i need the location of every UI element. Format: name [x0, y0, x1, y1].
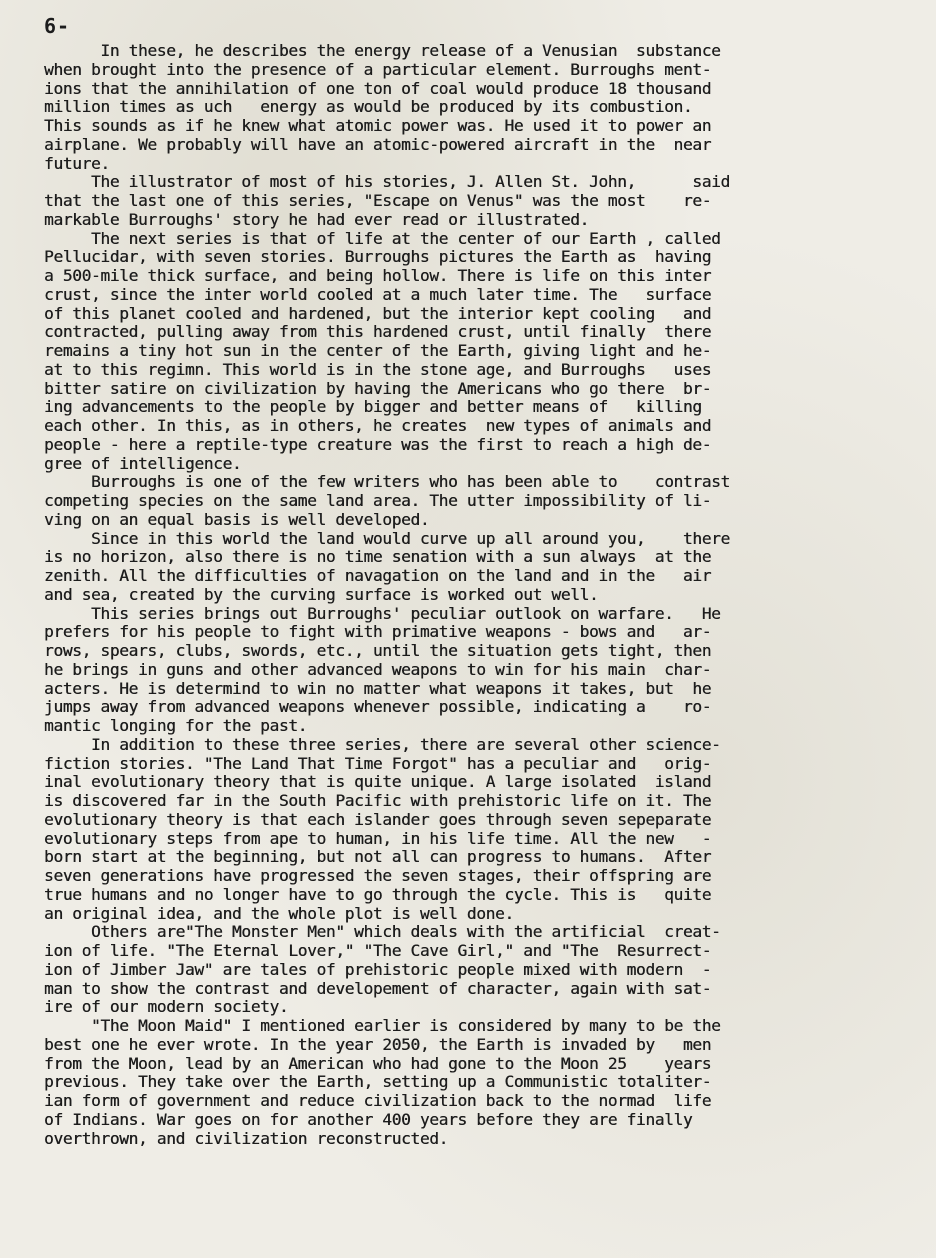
text-line: prefers for his people to fight with primative weapons - bows and ar- — [44, 623, 712, 642]
text-line: The next series is that of life at the center of our Earth , called — [44, 229, 721, 248]
text-line: Burroughs is one of the few writers who has been able to contrast — [44, 473, 730, 492]
text-line: ions that the annihilation of one ton of coal would produce 18 thousand — [44, 79, 712, 98]
text-line: born start at the beginning, but not all can progress to humans. After — [44, 848, 712, 867]
text-line: people - here a reptile-type creature was the first to reach a high de- — [44, 435, 712, 454]
text-line: ion of life. "The Eternal Lover," "The Cave Girl," and "The Resurrect- — [44, 942, 712, 960]
text-line: This series brings out Burroughs' peculiar outlook on warfare. He — [44, 604, 721, 623]
page-number: 6- — [44, 14, 71, 38]
text-line: and sea, created by the curving surface is worked out well. — [44, 585, 599, 604]
text-line: when brought into the presence of a particular element. Burroughs ment- — [44, 60, 712, 79]
text-line: ing advancements to the people by bigger and better means of killing — [44, 398, 702, 417]
text-line: In these, he describes the energy release of a Venusian substance — [44, 42, 721, 60]
text-line: ire of our modern society. — [44, 998, 289, 1017]
text-line: at to this regimn. This world is in the stone age, and Burroughs uses — [44, 360, 712, 379]
body-text — [44, 42, 916, 1148]
text-line: each other. In this, as in others, he creates new types of animals and — [44, 417, 712, 435]
text-line: is discovered far in the South Pacific with prehistoric life on it. The — [44, 792, 712, 810]
text-line: overthrown, and civilization reconstructed. — [44, 1129, 449, 1148]
text-line: of this planet cooled and hardened, but the interior kept cooling and — [44, 304, 712, 323]
text-line: mantic longing for the past. — [44, 717, 308, 735]
text-line: "The Moon Maid" I mentioned earlier is considered by many to be the — [44, 1017, 721, 1035]
text-line: seven generations have progressed the seven stages, their offspring are — [44, 867, 712, 885]
text-line: Others are"The Monster Men" which deals with the artificial creat- — [44, 923, 721, 942]
text-line: competing species on the same land area. The utter impossibility of li- — [44, 492, 712, 510]
text-line: acters. He is determind to win no matter what weapons it takes, but he — [44, 679, 712, 698]
text-line: crust, since the inter world cooled at a much later time. The surface — [44, 285, 712, 304]
text-line: future. — [44, 154, 110, 173]
text-line: bitter satire on civilization by having the Americans who go there br- — [44, 379, 712, 398]
text-line: ving on an equal basis is well developed. — [44, 510, 430, 529]
text-line: remains a tiny hot sun in the center of the Earth, giving light and he- — [44, 342, 712, 360]
text-line: best one he ever wrote. In the year 2050, the Earth is invaded by men — [44, 1035, 712, 1054]
text-line: contracted, pulling away from this hardened crust, until finally there — [44, 323, 712, 342]
text-line: that the last one of this series, "Escape on Venus" was the most re- — [44, 192, 712, 210]
text-line: previous. They take over the Earth, setting up a Communistic totaliter- — [44, 1073, 712, 1092]
text-line: true humans and no longer have to go through the cycle. This is quite — [44, 885, 712, 904]
text-line: markable Burroughs' story he had ever read or illustrated. — [44, 210, 589, 229]
text-line: Since in this world the land would curve up all around you, there — [44, 529, 730, 548]
text-line: a 500-mile thick surface, and being hollow. There is life on this inter — [44, 267, 712, 285]
text-line: airplane. We probably will have an atomic-powered aircraft in the near — [44, 135, 712, 154]
text-line: In addition to these three series, there are several other science- — [44, 735, 721, 754]
text-line: from the Moon, lead by an American who had gone to the Moon 25 years — [44, 1054, 712, 1073]
text-line: evolutionary theory is that each islander goes through seven sepeparate — [44, 810, 712, 829]
text-line: million times as uch energy as would be produced by its combustion. — [44, 98, 693, 117]
text-line: an original idea, and the whole plot is well done. — [44, 904, 514, 923]
text-line: of Indians. War goes on for another 400 years before they are finally — [44, 1110, 693, 1129]
text-line: he brings in guns and other advanced weapons to win for his main char- — [44, 660, 712, 679]
text-line: ian form of government and reduce civilization back to the normad life — [44, 1092, 712, 1110]
text-line: inal evolutionary theory that is quite unique. A large isolated island — [44, 773, 712, 792]
text-line: evolutionary steps from ape to human, in his life time. All the new - — [44, 829, 712, 848]
text-line: gree of intelligence. — [44, 454, 242, 473]
text-line: jumps away from advanced weapons whenever possible, indicating a ro- — [44, 698, 712, 717]
text-line: is no horizon, also there is no time senation with a sun always at the — [44, 548, 712, 567]
text-line: The illustrator of most of his stories, J. Allen St. John, said — [44, 173, 730, 192]
text-line: ion of Jimber Jaw" are tales of prehistoric people mixed with modern - — [44, 960, 712, 979]
text-line: rows, spears, clubs, swords, etc., until the situation gets tight, then — [44, 642, 712, 660]
text-line: man to show the contrast and developement of character, again with sat- — [44, 979, 712, 998]
text-line: This sounds as if he knew what atomic power was. He used it to power an — [44, 117, 712, 135]
text-line: Pellucidar, with seven stories. Burroughs pictures the Earth as having — [44, 248, 712, 267]
text-line: fiction stories. "The Land That Time Forgot" has a peculiar and orig- — [44, 754, 712, 773]
text-line: zenith. All the difficulties of navagation on the land and in the air — [44, 567, 712, 585]
